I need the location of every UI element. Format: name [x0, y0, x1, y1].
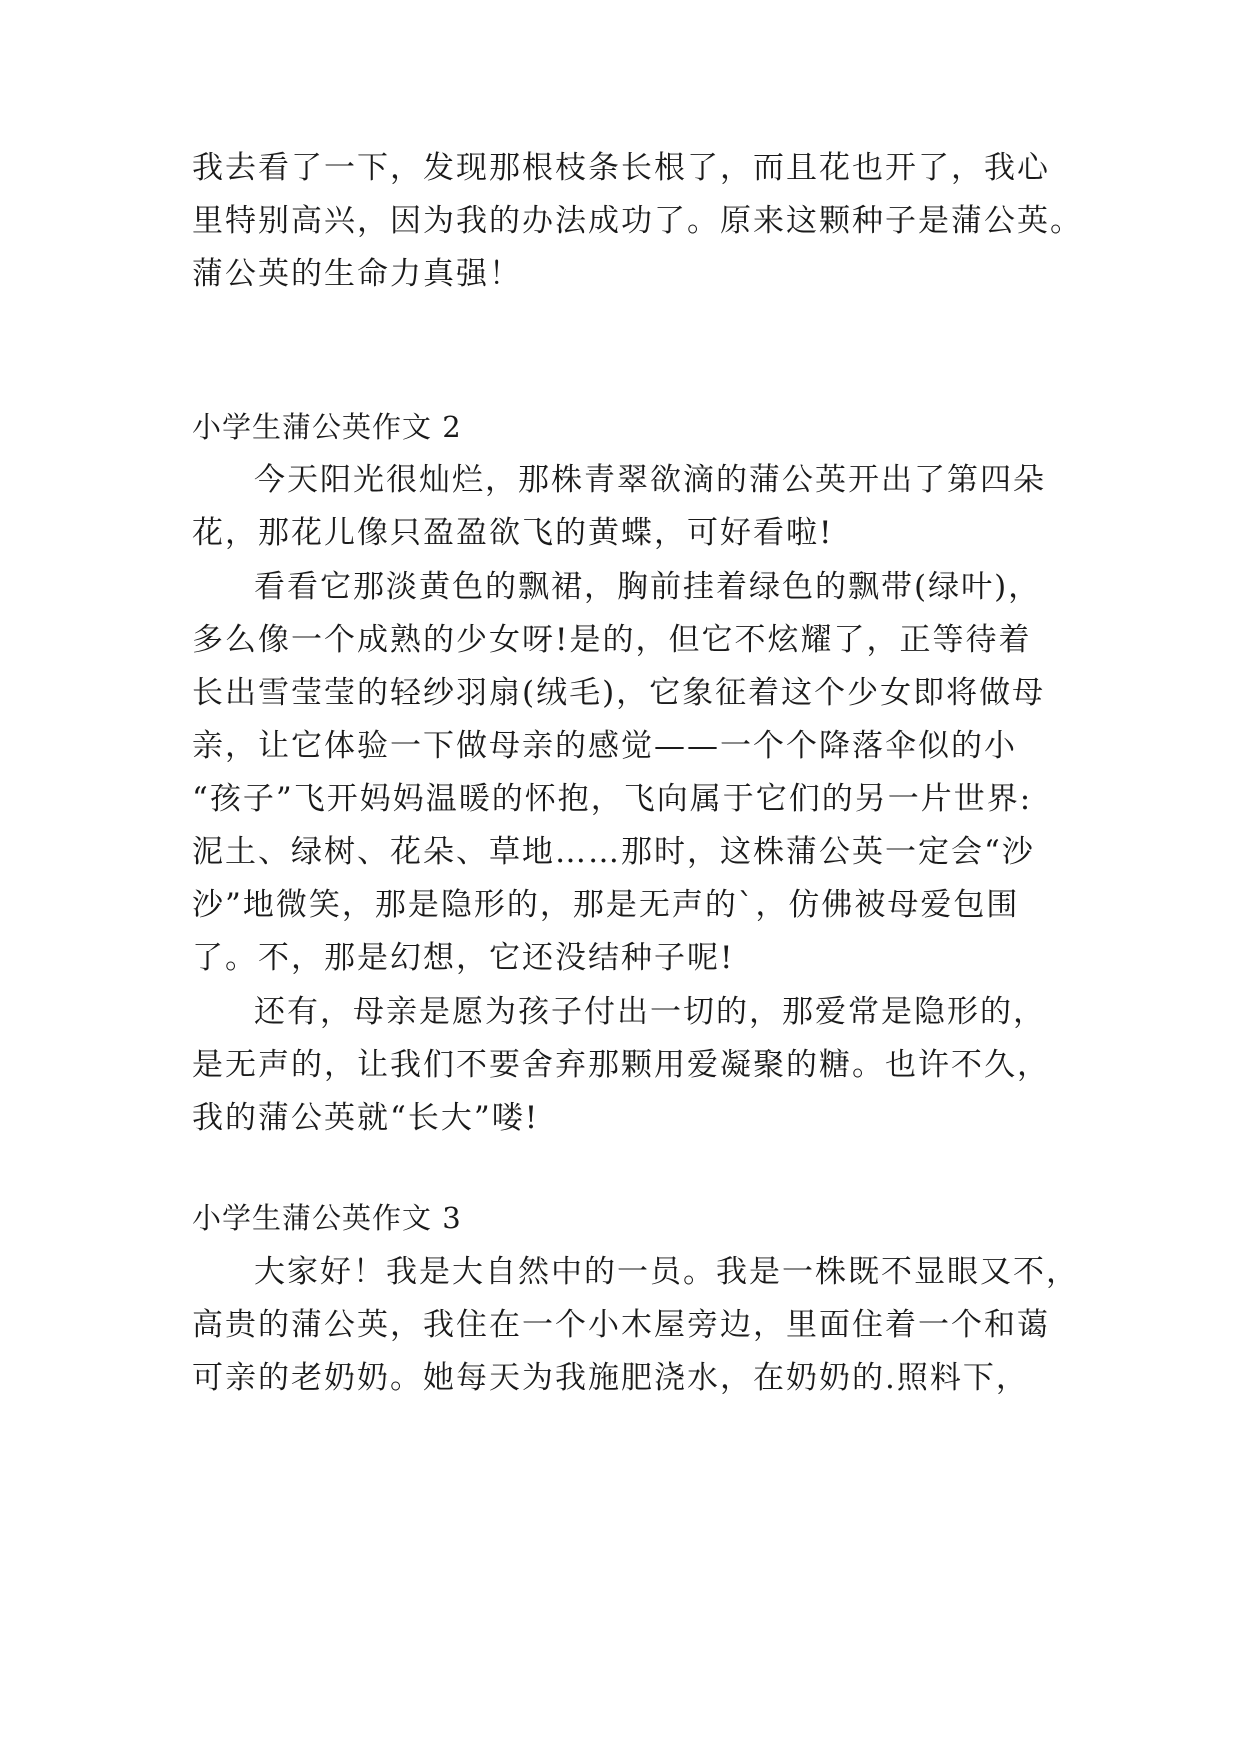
- paragraph-line: 我去看了一下，发现那根枝条长根了，而且花也开了，我心: [192, 150, 1050, 186]
- paragraph-line: 了。不，那是幻想，它还没结种子呢!: [192, 940, 735, 976]
- paragraph-line: 可亲的老奶奶。她每天为我施肥浇水，在奶奶的.照料下，: [192, 1360, 1029, 1396]
- paragraph-line: 大家好！我是大自然中的一员。我是一株既不显眼又不，: [254, 1254, 1079, 1290]
- paragraph-line: 是无声的，让我们不要舍弃那颗用爱凝聚的糖。也许不久，: [192, 1047, 1050, 1083]
- paragraph-line: 我的蒲公英就“长大”喽!: [192, 1100, 540, 1136]
- paragraph-line: 长出雪莹莹的轻纱羽扇(绒毛)，它象征着这个少女即将做母: [192, 675, 1046, 711]
- paragraph-line: 花，那花儿像只盈盈欲飞的黄蝶，可好看啦!: [192, 515, 834, 551]
- paragraph-line: 看看它那淡黄色的飘裙，胸前挂着绿色的飘带(绿叶)，: [254, 569, 1042, 605]
- paragraph-line: 今天阳光很灿烂，那株青翠欲滴的蒲公英开出了第四朵: [254, 462, 1046, 498]
- paragraph-line: 蒲公英的生命力真强！: [192, 256, 522, 292]
- paragraph-line: 多么像一个成熟的少女呀!是的，但它不炫耀了，正等待着: [192, 622, 1032, 658]
- paragraph-line: 里特别高兴，因为我的办法成功了。原来这颗种子是蒲公英。: [192, 203, 1083, 239]
- paragraph-line: 高贵的蒲公英，我住在一个小木屋旁边，里面住着一个和蔼: [192, 1307, 1050, 1343]
- paragraph-line: 亲，让它体验一下做母亲的感觉——一个个降落伞似的小: [192, 728, 1017, 764]
- paragraph-line: 泥土、绿树、花朵、草地……那时，这株蒲公英一定会“沙: [192, 834, 1035, 870]
- paragraph-line: “孩子”飞开妈妈温暖的怀抱，飞向属于它们的另一片世界:: [192, 781, 1033, 817]
- essay-3-title: 小学生蒲公英作文 3: [192, 1201, 462, 1235]
- paragraph-line: 还有，母亲是愿为孩子付出一切的，那爱常是隐形的，: [254, 994, 1046, 1030]
- paragraph-line: 沙”地微笑，那是隐形的，那是无声的`，仿佛被母爱包围: [192, 887, 1020, 923]
- essay-2-title: 小学生蒲公英作文 2: [192, 410, 462, 444]
